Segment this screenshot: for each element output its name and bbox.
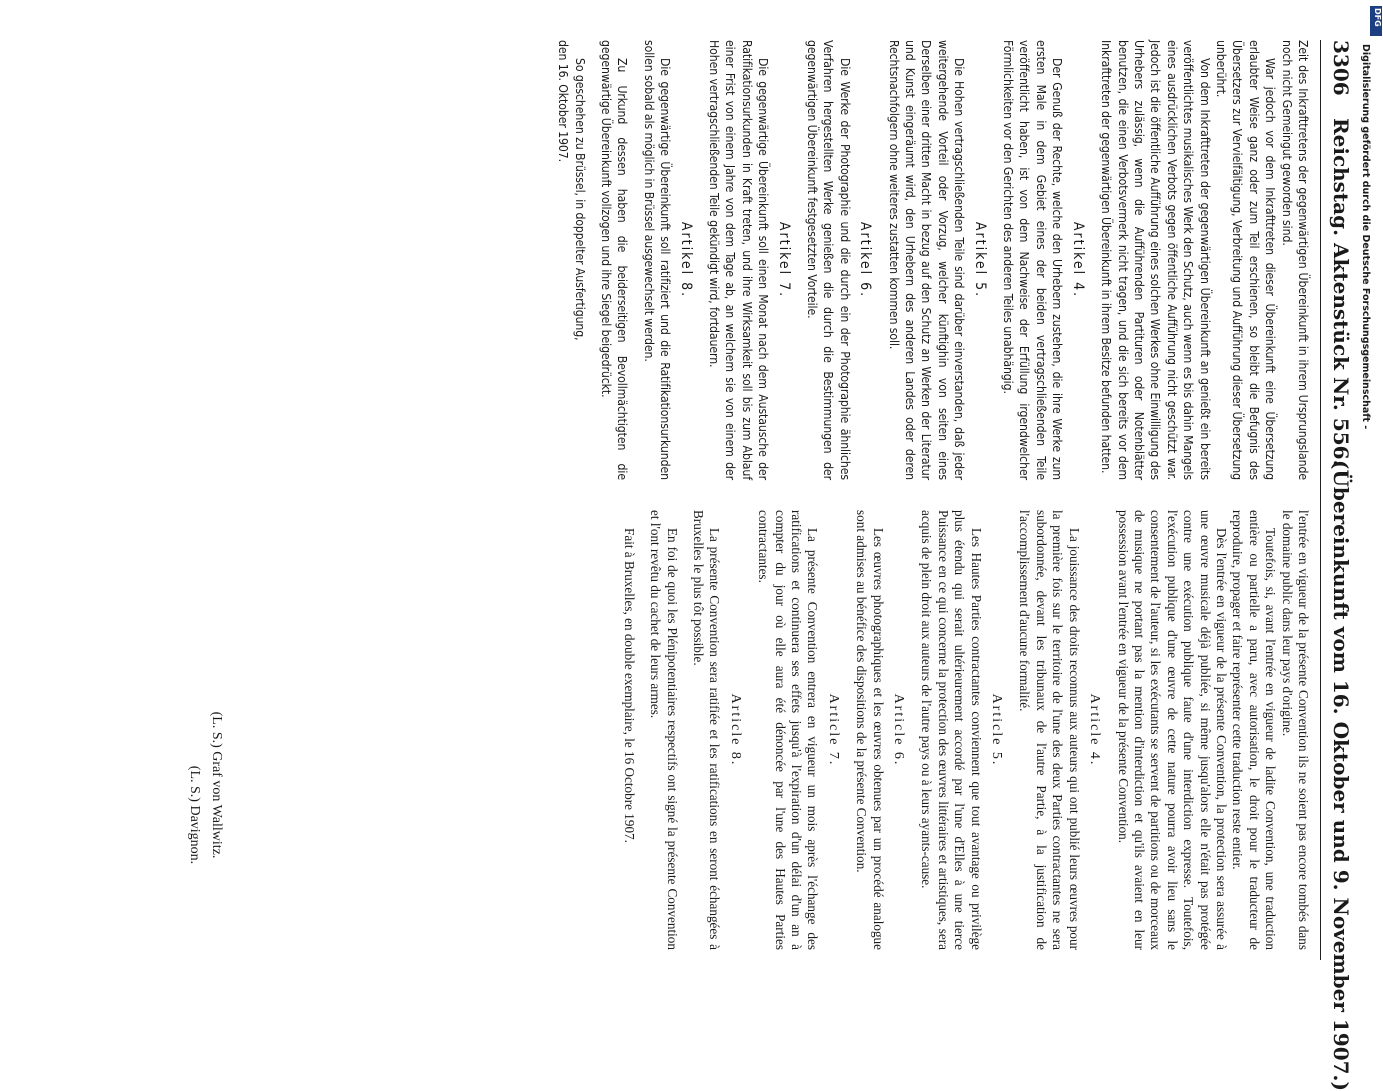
right-running-title: (Übereinkunft vom 16. Oktober und 9. November 1907.) (1328, 460, 1353, 1091)
german-paragraph: Die gegenwärtige Übereinkunft soll ratifiziert und die Ratifikationsurkunden sollen sobald als möglich in Brüssel ausgewechselt werden. (641, 40, 672, 480)
article-heading: Article 5. (988, 693, 1004, 767)
left-running-title: Reichstag. Aktenstück Nr. 556. (1328, 118, 1353, 467)
article-heading: Artikel 6. (856, 221, 873, 299)
german-paragraph: Die gegenwärtige Übereinkunft soll einen Monat nach dem Austausche der Ratifikationsurkunden in Kraft treten, und ihre Wirksamkeit soll bis zum Ablauf einer Frist von einem Jahre von dem Tage ab, an welchem sie von einem der Hohen vertragschließenden Teile gekündigt wird, fortdauern. (706, 40, 770, 480)
french-paragraph: Dès l'entrée en vigueur de la présente Convention, la protection sera assurée à une œuvre musicale déjà publiée, si même jusqu'alors elle n'était pas protégée contre une exécution publique faute d'une interdiction expresse. Toutefois, l'exécution publique d'une œuvre de cette nature pourra avoir lieu sans le consentement de l'auteur, si les exécutants se servent de partitions ou de morceaux de musique ne portant pas la mention d'interdiction et qu'ils avaient en leur possession avant l'entrée en vigueur de la présente Convention. (1115, 510, 1229, 950)
dfg-logo (1370, 6, 1382, 36)
french-paragraph: l'entrée en vigueur de la présente Convention ils ne soient pas encore tombés dans le domaine public dans leur pays d'origine. (1279, 510, 1311, 950)
german-paragraph: Die Werke der Photographie und die durch ein der Photographie ähnliches Verfahren hergestellten Werke genießen die durch die Bestimmungen der gegenwärtigen Übereinkunft festgesetzten Vorteile. (804, 40, 852, 480)
watermark-text: Digitalisierung gefördert durch die Deutsche Forschungsgemeinschaft - (1360, 44, 1371, 430)
article-heading: Article 8. (727, 693, 743, 767)
french-paragraph: Les œuvres photographiques et les œuvres obtenues par un procédé analogue sont admises au bénéfice des dispositions de la présente Convention. (853, 510, 886, 950)
french-column (620, 510, 1311, 950)
article-heading: Article 6. (890, 693, 906, 767)
german-paragraph: Von dem Inkrafttreten der gegenwärtigen Übereinkunft an genießt ein bereits veröffentlichtes musikalisches Werk den Schutz, auch wenn es bis dahin Mangels eines ausdrücklichen Verbots gegen öffentliche Aufführung nicht geschützt war. Jedoch ist die öffentliche Aufführung eines solchen Werkes ohne Einwilligung des Urhebers zulässig, wenn die Aufführenden Partituren oder Notenblätter benutzen, die einen Verbotsvermerk nicht tragen, und die sich bereits vor dem Inkrafttreten der gegenwärtigen Übereinkunft in ihrem Besitze befunden hatten. (1098, 40, 1212, 480)
digitization-watermark (1359, 0, 1371, 1000)
german-date-line: den 16. Oktober 1907. (555, 40, 570, 163)
german-paragraph: Die Hohen vertragschließenden Teile sind darüber einverstanden, daß jeder weitergehende Vorteil oder Vorzug, welcher künftighin von seiten eines Derselben einer dritten Macht in bezug auf den Schutz an Werken der Literatur und Kunst eingeräumt wird, den Urhebern des anderen Landes oder deren Rechtsnachfolgern ohne weiteres zustatten kommen soll. (886, 40, 966, 480)
german-paragraph: Der Genuß der Rechte, welche den Urhebern zustehen, die ihre Werke zum ersten Male in dem Gebiet eines der beiden vertragschließenden Teile veröffentlicht haben, ist von dem Nachweise der Erfüllung irgendwelcher Förmlichkeiten vor den Gerichten des anderen Teiles unabhängig. (1000, 40, 1064, 480)
page-number: 3306 (1328, 40, 1353, 96)
dfg-logo-text: DFG (1373, 8, 1382, 27)
article-heading: Artikel 7. (775, 221, 792, 299)
signature-block (183, 610, 227, 960)
article-heading: Artikel 4. (1069, 221, 1086, 299)
page-header (1320, 40, 1357, 1091)
french-paragraph: Toutefois, si, avant l'entrée en vigueur de ladite Convention, une traduction entière ou partielle a paru, avec autorisation, le droit pour le traducteur de reproduire, propager et faire représenter cette traduction reste entier. (1229, 510, 1278, 950)
french-paragraph: La présente Convention entrera en vigueur un mois après l'échange des ratifications et continuera ses effets jusqu'à l'expiration d'un délai d'un an à compter du jour où elle aura été dénoncée par l'une des Hautes Parties contractantes. (755, 510, 820, 950)
french-paragraph: En foi de quoi les Plénipotentiaires respectifs ont signé la présente Convention et l'ont revêtu du cachet de leurs armes. (647, 510, 680, 950)
french-date-line: Fait à Bruxelles, en double exemplaire, le 16 Octobre 1907. (621, 528, 637, 843)
french-paragraph: La jouissance des droits reconnus aux auteurs qui ont publié leurs œuvres pour la première fois sur le territoire de l'une des deux Parties contractantes ne sera subordonnée, devant les tribunaux de l'autre Partie, à la justification de l'accomplissement d'aucune formalité. (1017, 510, 1082, 950)
article-heading: Artikel 5. (971, 221, 988, 299)
signature-line: (L. S.) Graf von Wallwitz. (208, 711, 224, 859)
article-heading: Artikel 8. (677, 221, 694, 299)
french-paragraph: La présente Convention sera ratifiée et les ratifications en seront échangées à Bruxelles le plus tôt possible. (690, 510, 722, 950)
german-date-line: So geschehen zu Brüssel, in doppelter Ausfertigung, (572, 58, 587, 341)
german-paragraph: Zeit des Inkrafttretens der gegenwärtigen Übereinkunft in ihrem Ursprungslande noch nicht Gemeingut geworden sind. (1279, 40, 1310, 480)
article-heading: Article 4. (1086, 693, 1102, 767)
article-heading: Article 7. (825, 693, 841, 767)
document-page (27, 40, 1357, 1091)
french-paragraph: Les Hautes Parties contractantes conviennent que tout avantage ou privilège plus étendu qui serait ultérieurement accordé par l'une d'Elles à une tierce Puissance en ce qui concerne la protection des œuvres littéraires et artistiques, sera acquis de plein droit aux auteurs de l'autre pays ou à leurs ayants-cause. (918, 510, 984, 950)
signature-line: (L. S.) Davignon. (186, 765, 202, 865)
german-paragraph: Zu Urkund dessen haben die beiderseitigen Bevollmächtigten die gegenwärtige Übereinkunft vollzogen und ihre Siegel beigedrückt. (598, 40, 629, 480)
german-paragraph: War jedoch vor dem Inkrafttreten dieser Übereinkunft eine Übersetzung erlaubter Weise ganz oder zum Teil erschienen, so bleibt die Befugnis des Übersetzers zur Vervielfältigung, Verbreitung und Aufführung dieser Übersetzung unberührt. (1213, 40, 1277, 480)
german-column (554, 40, 1310, 480)
